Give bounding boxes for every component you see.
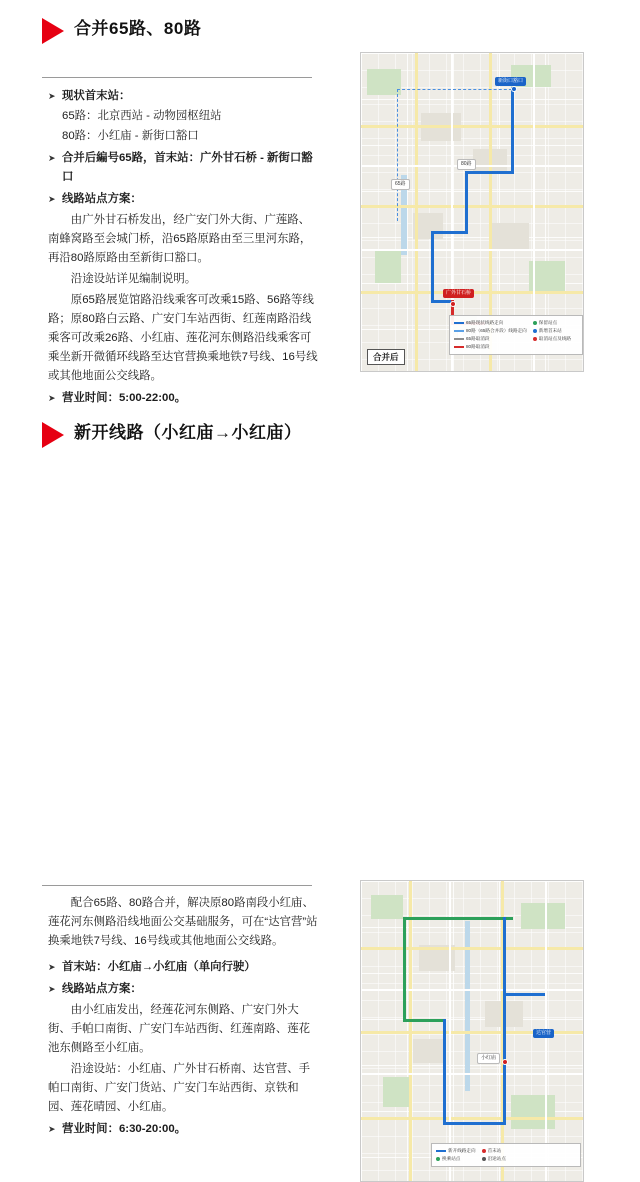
map-road [415,53,418,371]
section-1-body [48,84,320,408]
list-item: ➤ 线路站点方案： [48,190,320,209]
map-road [361,947,583,950]
legend-item: 新开线路走向 [436,1147,476,1154]
legend-dot-icon [482,1149,486,1153]
map-park [367,69,401,95]
legend-item: 80路取消段 [454,343,527,350]
map-route-loop [403,917,406,1021]
list-item: ➤ 营业时间：5:00-22:00。 [48,389,320,408]
map-label: 65路 [391,179,410,190]
map-route-line [443,1122,505,1125]
map-route-line [465,171,514,174]
triangle-marker-icon [42,18,64,44]
map-figure-new-route [360,880,584,1182]
legend-swatch-icon [436,1150,446,1152]
map-route-line [443,1019,446,1125]
paragraph: 由小红庙发出，经莲花河东侧路、广安门外大街、手帕口南街、广安门车站西街、红莲南路、莲花池东侧路至小红庙。 [48,1004,310,1054]
divider [42,885,312,886]
map-route-line [465,171,468,233]
map-road [361,205,583,208]
map-label: 广外甘石桥 [443,289,474,298]
map-label: 达官营 [533,1029,554,1038]
legend-dot-icon [533,329,537,333]
section-2-header [42,418,640,452]
legend-dot-icon [436,1157,440,1161]
map-label: 80路 [457,159,476,170]
paragraph: 配合65路、80路合并，解决原80路南段小红庙、莲花河东侧路沿线地面公交基础服务，可在“达官营”站换乘地铁7号线、16号线或其他地面公交线路。 [48,897,318,947]
paragraph: 原65路展览馆路沿线乘客可改乘15路、56路等线路；原80路白云路、广安门车站西街、红莲南路沿线乘客可改乘26路、小红庙、莲花河东侧路沿线乘客可乘坐新开微循环线路至达官营换乘地铁7号线、16号线或其他地面公交线路。 [48,294,318,382]
map-park [383,1077,409,1107]
map-figure-merged-route [360,52,584,372]
map-station-dot [450,301,456,307]
legend-dot-icon [482,1157,486,1161]
section-merge-65-80 [0,14,640,404]
section-new-route [0,418,640,1161]
section-1-header [42,14,640,48]
legend-swatch-icon [454,322,464,324]
legend-item: 沿途站点 [482,1155,506,1162]
map-label: 新街口豁口 [495,77,526,86]
list-item: 80路：小红庙 - 新街口豁口 [62,130,199,142]
map-route-dashed [397,89,517,90]
legend-item: 首末站 [482,1147,506,1154]
legend-dot-icon [533,321,537,325]
list-item: ➤ 营业时间：6:30-20:00。 [48,1120,320,1139]
section-1-title: 合并65路、80路 [74,19,202,38]
list-item: ➤ 现状首末站： [48,87,320,106]
section-2-title: 新开线路（小红庙→小红庙） [74,423,302,442]
legend-item: 换乘站点 [436,1155,476,1162]
map-road [409,881,412,1181]
map-road [361,989,583,991]
list-item: ➤ 线路站点方案： [48,980,320,999]
map-legend [449,315,583,355]
divider [42,77,312,78]
map-route-line [431,231,468,234]
map-park [375,249,401,283]
map-block [413,213,443,239]
map-route-line [511,87,514,173]
map-legend [431,1143,581,1167]
map-block [413,1039,445,1063]
paragraph: 沿途设站：小红庙、广外甘石桥南、达官营、手帕口南街、广安门货站、广安门车站西街、京铁和园、莲花晴园、小红庙。 [48,1063,311,1113]
map-route-line [503,917,506,1125]
map-block [489,223,529,251]
map-label: 小红庙 [477,1053,500,1064]
triangle-marker-icon [42,422,64,448]
legend-item: 取消站点及线路 [533,335,571,342]
map-route-line [503,993,545,996]
map-route-dashed [397,89,398,221]
map-road [361,249,583,251]
map-caption-tag: 合并后 [367,349,405,365]
paragraph: 由广外甘石桥发出，经广安门外大街、广莲路、南蜂窝路至会城门桥，沿65路原路由至三里河东路，再沿80路原路由至新街口豁口。 [48,214,312,264]
map-park [511,1095,555,1129]
legend-swatch-icon [454,346,464,348]
map-station-dot [511,86,517,92]
legend-dot-icon [533,337,537,341]
legend-item: 80路（65路合并段）线路走向 [454,327,527,334]
map-road [449,881,451,1181]
map-route-line [431,231,434,303]
map-road [361,125,583,128]
map-route-loop [403,1019,445,1022]
legend-item: 65路取消段 [454,335,527,342]
legend-item: 新增首末站 [533,327,571,334]
map-park [371,895,403,919]
map-road [361,1117,583,1120]
list-item: ➤ 合并后編号65路，首末站：广外甘石桥 - 新街口豁口 [48,149,320,187]
legend-swatch-icon [454,338,464,340]
map-station-dot [502,1059,508,1065]
map-park [521,903,565,929]
legend-item: 保留站点 [533,319,571,326]
legend-swatch-icon [454,330,464,332]
list-item: ➤ 首末站：小红庙→小红庙（单向行驶） [48,958,320,977]
map-road [361,1073,583,1075]
paragraph: 沿途设站详见编制说明。 [70,273,197,285]
section-2-body [48,892,320,1139]
legend-item: 65路现状线路走向 [454,319,527,326]
list-item: 65路：北京西站 - 动物园枢纽站 [62,110,222,122]
map-route-loop [403,917,513,920]
